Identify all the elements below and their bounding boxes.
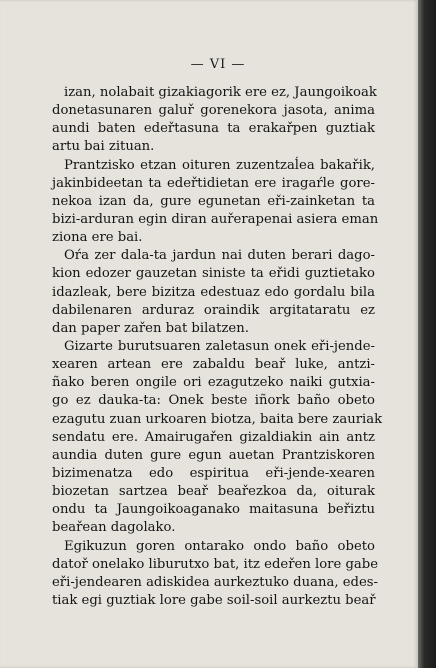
text-line: Prantzisko etzan oituren zuzentzaĺea bakařik, (64, 157, 375, 173)
page-number: — VI — (190, 57, 246, 72)
paragraph (52, 157, 379, 248)
text-line: tiak egi guztiak lore gabe soil-soil aurkeztu beař (52, 592, 376, 608)
paragraph (52, 247, 375, 338)
text-line: artu bai zituan. (52, 139, 155, 155)
text-line: eři-jendearen adiskidea aurkeztuko duana, edes- (52, 574, 378, 590)
text-line: nekoa izan da, gure egunetan eři-zainketan ta (52, 193, 375, 209)
text-line: biozetan sartzea beař beařezkoa da, oiturak (52, 484, 375, 500)
text-line: ñako beren ongile ori ezagutzeko naiki gutxia- (52, 375, 375, 391)
text-line: idazleak, bere bizitza edestuaz edo gordalu bila (52, 284, 375, 300)
text-line: datoř onelako liburutxo bat, itz edeřen lore gabe (52, 556, 379, 572)
text-line: ezagutu zuan urkoaren biotza, baita bere zauriak (52, 411, 383, 427)
text-line: Oŕa zer dala-ta jardun nai duten berari dago- (64, 248, 375, 264)
text-line: bizi-arduran egin diran auřerapenai asiera eman (52, 211, 379, 227)
text-line: izan, nolabait gizakiagorik ere ez, Jaungoikoak (64, 85, 377, 100)
text-line: beařean dagolako. (52, 520, 176, 536)
text-line: ondu ta Jaungoikoaganako maitasuna beřiztu (52, 502, 375, 518)
text-line: Gizarte burutsuaren zaletasun onek eři-jende- (64, 338, 375, 354)
body-text (52, 84, 383, 610)
text-line: dan paper zařen bat bilatzen. (52, 320, 249, 336)
book-gutter-shadow (418, 0, 436, 668)
text-line: xearen artean ere zabaldu beař luke, antzi- (52, 357, 375, 373)
paragraph (52, 338, 383, 538)
text-line: dabilenaren arduraz oraindik argitataratu ez (52, 302, 375, 318)
text-line: aundia duten gure egun auetan Prantziskoren (52, 447, 375, 463)
text-line: sendatu ere. Amairugařen gizaldiakin ain antz (52, 429, 375, 445)
text-line: Egikuzun goren ontarako ondo baño obeto (64, 538, 375, 554)
text-line: kion edozer gauzetan siniste ta eřidi guztietako (52, 266, 375, 282)
text-line: aundi baten edeřtasuna ta erakařpen guztiak (52, 121, 375, 137)
text-line: jakinbideetan ta edeřtidietan ere iragaŕle gore- (52, 175, 375, 191)
text-line: go ez dauka-ta: Onek beste iñork baño obeto (52, 393, 375, 409)
text-line: ziona ere bai. (52, 230, 143, 246)
text-line: donetasunaren galuř gorenekora jasota, anima (52, 103, 375, 119)
paragraph (52, 538, 379, 611)
text-line: bizimenatza edo espiritua eři-jende-xearen (52, 465, 375, 481)
paragraph (52, 84, 375, 157)
